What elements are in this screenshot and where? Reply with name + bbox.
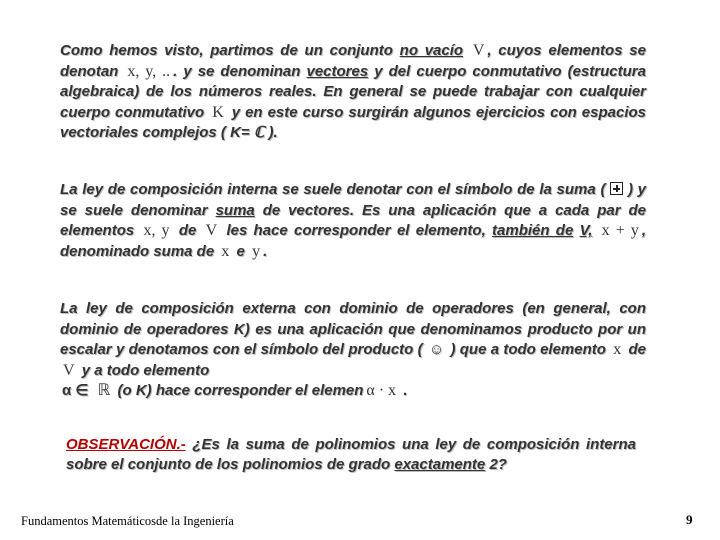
- sum-x-plus-y: x + y: [601, 222, 639, 240]
- field-K: K: [212, 103, 224, 121]
- paragraph-vector-space-intro: Como hemos visto, partimos de un conjunto no vacío V , cuyos elementos se denotan x, y, .. . y se denominan vectores y del cuerpo conmutativo (estructura algebraica) de los números reales. En general se puede trabajar con cualquier cuerpo conmutativo K y en este curso surgirán algunos ejercicios con espacios vectoriales complejos ( K= ℂ ).: [60, 42, 646, 142]
- elements-x-y: x, y, ..: [127, 62, 171, 80]
- observation-box: OBSERVACIÓN.- ¿Es la suma de polinomios una ley de composición interna sobre el conjunto de los polinomios de grado exactamente 2?: [66, 436, 636, 474]
- paragraph-external-law: La ley de composición externa con dominio de operadores (en general, con dominio de operadores K) es una aplicación que denominamos producto por un escalar y denotamos con el símbolo del producto ( ☺ ) que a todo elemento x de V y a todo elemento α ∈ ℝ (o K) hace corresponder el elemen α · x .: [60, 300, 647, 400]
- paragraph-internal-law: La ley de composición interna se suele denotar con el símbolo de la suma ( ) y se suele denominar suma de vectores. Es una aplicación que a cada par de elementos x, y de V les hace corresponder el elemento, también de V, x + y , denominado suma de x e y .: [60, 181, 647, 260]
- scalar-product-alpha-x: α · x: [366, 382, 397, 400]
- footer-course-title: Fundamentos Matemáticosde la Ingeniería: [21, 514, 234, 528]
- no-vacio-underlined: no vacío: [399, 42, 464, 59]
- tambien-underlined: también de: [492, 222, 574, 240]
- plus-square-icon: [610, 182, 623, 195]
- pair-x-y: x, y: [143, 222, 170, 240]
- vectores-underlined: vectores: [306, 62, 369, 80]
- complex-field-note: ( K= ℂ ).: [220, 124, 278, 142]
- alpha-symbol-icon: α ∈: [62, 382, 89, 400]
- suma-underlined: suma: [215, 201, 255, 219]
- set-V: V: [205, 222, 218, 240]
- exactamente-underlined: exactamente: [394, 456, 486, 474]
- reals-R: ℝ: [97, 382, 111, 400]
- set-V: V: [472, 42, 485, 59]
- set-V: V: [63, 361, 75, 379]
- dot-operator-icon: ☺: [428, 341, 445, 359]
- page-number: 9: [686, 512, 693, 527]
- observation-heading: OBSERVACIÓN.-: [66, 436, 186, 453]
